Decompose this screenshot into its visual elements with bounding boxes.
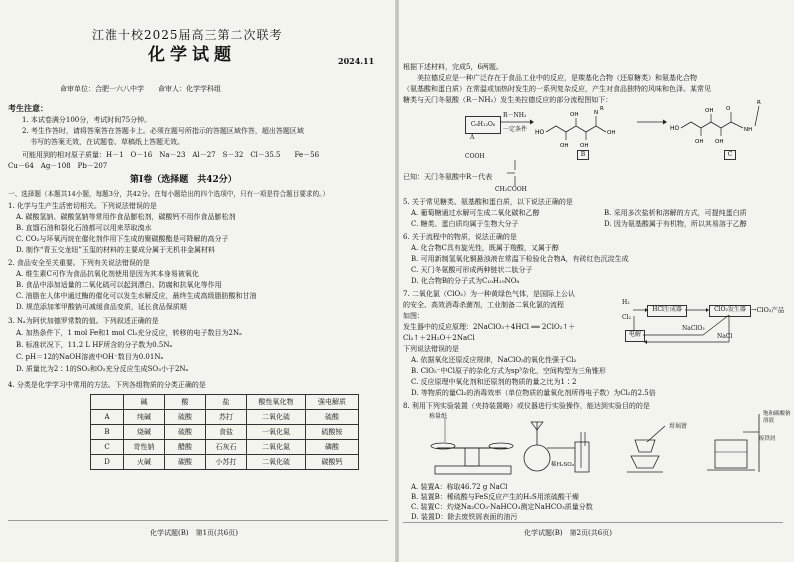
known-struct-bottom: CH₂COOH: [495, 186, 527, 193]
known-note: 已知：天门冬氨酸中R－代表: [403, 173, 493, 181]
known-struct-top: COOH: [465, 153, 485, 160]
compound-b-structure: [534, 106, 634, 148]
q7-stem-2: 的安全、高效消毒杀菌剂，工业制备二氧化氯的流程: [403, 301, 564, 309]
table-cell: 醋酸: [165, 440, 206, 455]
table-cell: 碳酸: [165, 455, 206, 470]
table-header-row: [91, 395, 359, 410]
table-cell: 烧碱: [124, 425, 165, 440]
reaction-arrow-2: [637, 119, 667, 125]
q7-equation-1: 发生器中的反应原理：2NaClO₃＋4HCl ══ 2ClO₂↑＋: [403, 323, 576, 331]
page-footer: 化学试题(B) 第1页(共6页): [150, 529, 238, 537]
q5-option-b: B. 采用多次盐析和溶解的方式，可提纯蛋白质: [604, 209, 747, 217]
table-row: [91, 425, 359, 440]
q5-option-a: A. 葡萄糖通过水解可生成二氧化碳和乙醇: [411, 209, 540, 217]
page-title: 化学试题: [148, 45, 236, 65]
svg-text:OH: OH: [560, 143, 569, 148]
q7-option-b: B. ClO₂⁻中Cl原子的杂化方式为sp³杂化，空间构型为三角锥形: [411, 367, 606, 375]
exam-date: 2024.11: [338, 56, 375, 66]
table-cell: 硫酸: [165, 425, 206, 440]
table-row: [91, 410, 359, 425]
table-header: 盐: [206, 395, 247, 410]
table-cell: 硫酸: [306, 410, 359, 425]
q7-stem-3: 如图：: [403, 312, 424, 320]
footer-rule: [8, 520, 388, 521]
q1-stem: 1. 化学与生产生活密切相关。下列说法错误的是: [8, 202, 157, 210]
q6-option-d: D. 化合物B的分子式为C₁₀H₁₉NO₈: [411, 277, 520, 285]
q2-option-d: D. 规范添加苯甲酸钠可减缓食品变质，延长食品保质期: [16, 303, 187, 311]
q1-option-c: C. CO₂与环氧丙烷在催化剂作用下生成的聚碳酸酯是可降解的高分子: [16, 235, 229, 243]
flow-hcl-generator-label: HCl生成器: [652, 306, 682, 313]
table-cell: 火碱: [124, 455, 165, 470]
section-title: 第Ⅰ卷（选择题 共42分）: [130, 175, 237, 185]
scheme-label-b: B: [580, 151, 586, 158]
apparatus-label-na2co3: 饱和碳酸钠溶液: [763, 411, 791, 424]
q8-option-c: C. 装置C：灼烧Na₂CO₃·NaHCO₃测定NaHCO₃质量分数: [411, 503, 593, 511]
q2-option-a: A. 维生素C可作为食品抗氧化剂使用是因为其本身易被氧化: [16, 270, 199, 278]
table-cell: 磷酸: [306, 440, 359, 455]
q8-option-b: B. 装置B：稀硫酸与FeS反应产生的H₂S用浓硫酸干燥: [411, 493, 579, 501]
q2-stem: 2. 食品安全至关重要。下列有关说法错误的是: [8, 259, 150, 267]
footer-rule: [403, 522, 783, 523]
table-cell: 二氧化氮: [247, 440, 306, 455]
table-cell: 硫酸铵: [306, 425, 359, 440]
q3-option-c: C. pH＝12的NaOH溶液中OH⁻数目为0.01Nₐ: [16, 353, 164, 361]
svg-text:HO: HO: [535, 129, 545, 136]
svg-text:OH: OH: [580, 143, 589, 148]
table-cell: 苏打: [206, 410, 247, 425]
exam-header: 江淮十校2025届高三第二次联考: [92, 28, 283, 42]
scheme-label-b-box: [577, 150, 589, 160]
apparatus-label-paper: 称量纸: [429, 413, 448, 420]
table-cell: C: [91, 440, 124, 455]
flow-naclo3-label: NaClO₃: [682, 325, 705, 332]
q8-option-a: A. 装置A：称取46.72 g NaCl: [411, 483, 508, 491]
flow-cl2-label: Cl₂: [622, 314, 631, 321]
material-para-2: （氨基酸和蛋白质）在常温或加热时发生的一系列复杂反应，产生对食品独特的风味和色泽。某常见: [403, 85, 711, 93]
q7-option-a: A. 依据氧化还原反应规律，NaClO₃的氧化性强于Cl₂: [411, 356, 577, 364]
q5-option-c: C. 糖类、蛋白质均属于生物大分子: [411, 220, 519, 228]
table-cell: 硫酸: [165, 410, 206, 425]
table-header: [91, 395, 124, 410]
material-para-1: 美拉德反应是一种广泛存在于食品工业中的反应，是羰基化合物（还原糖类）和氨基化合物: [417, 74, 697, 82]
table-row: [91, 455, 359, 470]
material-intro: 根据下述材料，完成5，6两题。: [403, 63, 503, 71]
notice-line-2: 2. 考生作答时，请将答案答在答题卡上。必须在题号所指示的答题区域作答，超出答题区域: [22, 127, 304, 135]
table-header: 酸: [165, 395, 206, 410]
q6-option-c: C. 天门冬氨酸可形成两种链状二肽分子: [411, 266, 533, 274]
svg-text:HO: HO: [670, 125, 680, 132]
scheme-compound-a: [465, 116, 501, 134]
q6-option-b: B. 可用新制氢氧化铜悬浊液在常温下检验化合物A，有砖红色沉淀生成: [411, 255, 629, 263]
q6-stem: 6. 关于流程中的物质，说法正确的是: [403, 233, 517, 241]
table-cell: B: [91, 425, 124, 440]
svg-text:OH: OH: [705, 108, 714, 114]
svg-text:R: R: [600, 106, 604, 112]
svg-text:OH: OH: [715, 139, 724, 145]
atomic-masses-1: 可能用到的相对原子质量：H－1 O－16 Na－23 Al－27 S－32 Cl－35.5 Fe－56: [22, 151, 320, 159]
classification-table: [90, 394, 359, 470]
q2-option-c: C. 油脂在人体中通过酶的催化可以发生水解反应，最终生成高级脂肪酸和甘油: [16, 292, 257, 300]
table-cell: 苛性钠: [124, 440, 165, 455]
q8-option-d: D. 装置D：除去废铁屑表面的油污: [411, 513, 518, 521]
svg-text:N: N: [594, 110, 599, 116]
q8-stem: 8. 利用下列实验装置（夹持装置略）或仪器进行实验操作，能达到实验目的的是: [403, 402, 650, 410]
scheme-condition: 一定条件: [503, 126, 528, 133]
svg-text:OH: OH: [570, 112, 579, 118]
scheme-label-c-box: [724, 150, 736, 160]
scheme-compound-a-formula: C₆H₁₂O₆: [470, 121, 496, 128]
material-para-3: 糖类与天门冬氨酸（R－NH₂）发生美拉德反应的部分流程图如下：: [403, 96, 613, 104]
table-cell: 碳酸钙: [306, 455, 359, 470]
svg-text:R: R: [757, 100, 761, 106]
table-cell: 食盐: [206, 425, 247, 440]
table-header: 碱: [124, 395, 165, 410]
q1-option-d: D. 制作“青玉交龙纽”玉玺的材料的主要成分属于无机非金属材料: [16, 246, 215, 254]
left-page: [0, 0, 396, 562]
notice-title: 考生注意：: [8, 103, 48, 113]
q3-option-d: D. 质量比为2∶1的SO₂和O₂充分反应生成SO₃小于2Nₐ: [16, 365, 189, 373]
q7-option-c: C. 反应原理中氧化剂和还原剂的物质的量之比为1∶2: [411, 378, 577, 386]
apparatus-drawings: [407, 412, 782, 480]
q2-option-b: B. 食品中添加适量的二氧化硫可以起到漂白、防腐和抗氧化等作用: [16, 281, 222, 289]
scheme-label-c: C: [727, 151, 733, 158]
scheme-reagent: R－NH₂: [503, 112, 527, 119]
page-footer: 化学试题(B) 第2页(共6页): [524, 529, 612, 537]
table-cell: A: [91, 410, 124, 425]
compound-c-structure: [669, 96, 781, 146]
flow-product: →ClO₂产品: [751, 306, 785, 314]
q4-stem: 4. 分类是化学学习中常用的方法。下列各组物质的分类正确的是: [8, 381, 206, 389]
table-header: 酸性氧化物: [247, 395, 306, 410]
known-struct-bonds: [507, 160, 523, 186]
q1-option-a: A. 碳酸氢钠、碳酸氢钠等常用作食品膨松剂，碳酸钙不用作食品膨松剂: [16, 213, 236, 221]
table-cell: 二氧化硫: [247, 455, 306, 470]
q6-option-a: A. 化合物C具有旋光性，既属于羧酸，又属于醇: [411, 244, 559, 252]
apparatus-label-acid: 稀H₂SO₄: [551, 462, 574, 468]
flow-arrows: [633, 300, 751, 346]
flow-h2-label: H₂: [622, 299, 630, 306]
svg-text:OH: OH: [607, 130, 616, 136]
q5-option-d: D. 因为氨基酸属于有机物，所以其易溶于乙醇: [604, 220, 747, 228]
q3-stem: 3. Nₐ为阿伏加德罗常数的值。下列叙述正确的是: [8, 317, 159, 325]
table-cell: 石灰石: [206, 440, 247, 455]
apparatus-label-tongs: 坩埚钳: [669, 423, 688, 430]
notice-line-1: 1. 本试卷满分100分，考试时间75分钟。: [22, 116, 152, 124]
apparatus-label-iron: 废铁屑: [759, 436, 776, 442]
table-row: [91, 440, 359, 455]
q7-stem-4: 下列说法错误的是: [403, 345, 459, 353]
flow-electrolysis-label: 电解: [628, 331, 641, 338]
q1-option-b: B. 直馏石油和裂化石油都可以用来萃取溴水: [16, 224, 152, 232]
setters-line: 命审单位：合肥一六八中学 命审人：化学学科组: [60, 85, 221, 93]
q7-option-d: D. 等物质的量Cl₂的消毒效率（单位物质的量氧化剂所得电子数）为Cl₂的2.5倍: [411, 389, 656, 397]
table-cell: D: [91, 455, 124, 470]
svg-text:O: O: [726, 106, 731, 112]
table-cell: 小苏打: [206, 455, 247, 470]
section-description: 一、选择题（本题共14小题，每题3分，共42分。在每小题给出的四个选项中，只有一项是符合题目要求的。）: [8, 190, 329, 198]
notice-line-3: 书写的答案无效，在试题卷、草稿纸上答题无效。: [30, 138, 184, 146]
svg-text:OH: OH: [695, 139, 704, 145]
q7-equation-2: Cl₂↑＋2H₂O＋2NaCl: [403, 334, 475, 342]
flow-clo2-generator-label: ClO₂发生器: [714, 306, 746, 313]
scheme-label-a: A: [470, 134, 475, 141]
q3-option-b: B. 标准状况下，11.2 L HF所含的分子数为0.5Nₐ: [16, 341, 173, 349]
atomic-masses-2: Cu－64 Ag－108 Pb－207: [8, 162, 108, 170]
flow-nacl-label: NaCl: [717, 333, 733, 340]
right-page: [399, 0, 794, 562]
table-cell: 一氧化氮: [247, 425, 306, 440]
q7-stem-1: 7. 二氧化氯（ClO₂）为一种黄绿色气体，是国际上公认: [403, 290, 576, 298]
q3-option-a: A. 加热条件下，1 mol Fe和1 mol Cl₂充分反应，转移的电子数目为2Nₐ: [16, 329, 242, 337]
table-cell: 二氧化硫: [247, 410, 306, 425]
q5-stem: 5. 关于常见糖类、氨基酸和蛋白质，以下说法正确的是: [403, 198, 573, 206]
table-cell: 纯碱: [124, 410, 165, 425]
svg-text:NH: NH: [744, 127, 753, 133]
table-header: 强电解质: [306, 395, 359, 410]
